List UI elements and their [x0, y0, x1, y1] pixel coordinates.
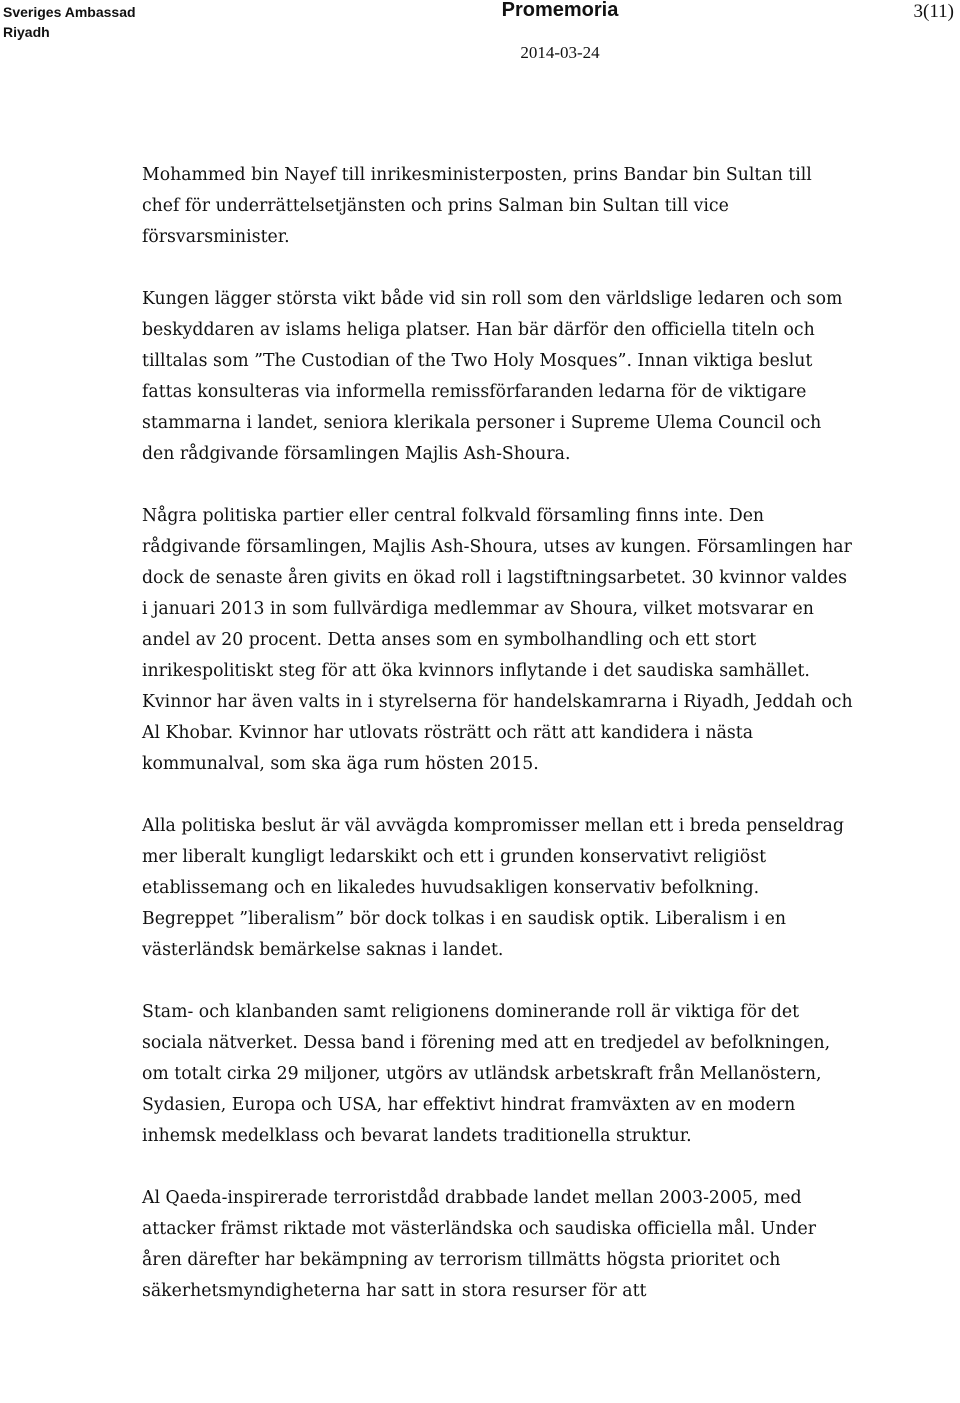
paragraph: Kungen lägger största vikt både vid sin roll som den världslige ledaren och som beskyddaren av islams heliga platser. Han bär därför den officiella titeln och tilltalas som ”The Custodian of the Two Holy Mosques”. Innan viktiga beslut fattas konsulteras via informella remissförfaranden ledarna för de viktigare stammarna i landet, seniora klerikala personer i Supreme Ulema Council och den rådgivande församlingen Majlis Ash-Shoura. — [142, 289, 843, 464]
document-date: 2014-03-24 — [520, 43, 600, 62]
paragraph: Mohammed bin Nayef till inrikesministerposten, prins Bandar bin Sultan till chef för underrättelsetjänsten och prins Salman bin Sultan till vice försvarsminister. — [142, 165, 812, 247]
paragraph: Alla politiska beslut är väl avvägda kompromisser mellan ett i breda penseldrag mer liberalt kungligt ledarskikt och ett i grunden konservativt religiöst etablissemang och en likaledes huvudsakligen konservativ befolkning. Begreppet ”liberalism” bör dock tolkas i en saudisk optik. Liberalism i en västerländsk bemärkelse saknas i landet. — [142, 816, 844, 960]
sender-location: Riyadh — [3, 24, 50, 40]
document-title: Promemoria — [501, 0, 619, 21]
paragraph: Några politiska partier eller central folkvald församling finns inte. Den rådgivande församlingen, Majlis Ash-Shoura, utses av kungen. Församlingen har dock de senaste åren givits en ökad roll i lagstiftningsarbetet. 30 kvinnor valdes i januari 2013 in som fullvärdiga medlemmar av Shoura, vilket motsvarar en andel av 20 procent. Detta anses som en symbolhandling och ett stort inrikespolitiskt steg för att öka kvinnors inflytande i det saudiska samhället. Kvinnor har även valts in i styrelserna för handelskamrarna i Riyadh, Jeddah och Al Khobar. Kvinnor har utlovats rösträtt och rätt att kandidera i nästa kommunalval, som ska äga rum hösten 2015. — [142, 506, 853, 774]
paragraph: Al Qaeda-inspirerade terroristdåd drabbade landet mellan 2003-2005, med attacker främst riktade mot västerländska och saudiska officiella mål. Under åren därefter har bekämpning av terrorism tillmätts högsta prioritet och säkerhetsmyndigheterna har satt in stora resurser för att — [142, 1188, 816, 1301]
page-header — [0, 0, 960, 80]
paragraph: Stam- och klanbanden samt religionens dominerande roll är viktiga för det sociala nätverket. Dessa band i förening med att en tredjedel av befolkningen, om totalt cirka 29 miljoner, utgörs av utländsk arbetskraft från Mellanöstern, Sydasien, Europa och USA, har effektivt hindrat framväxten av en modern inhemsk medelklass och bevarat landets traditionella struktur. — [142, 1002, 831, 1146]
document-body — [142, 160, 854, 1338]
sender-name: Sveriges Ambassad — [3, 4, 136, 20]
page-number: 3(11) — [913, 1, 954, 22]
